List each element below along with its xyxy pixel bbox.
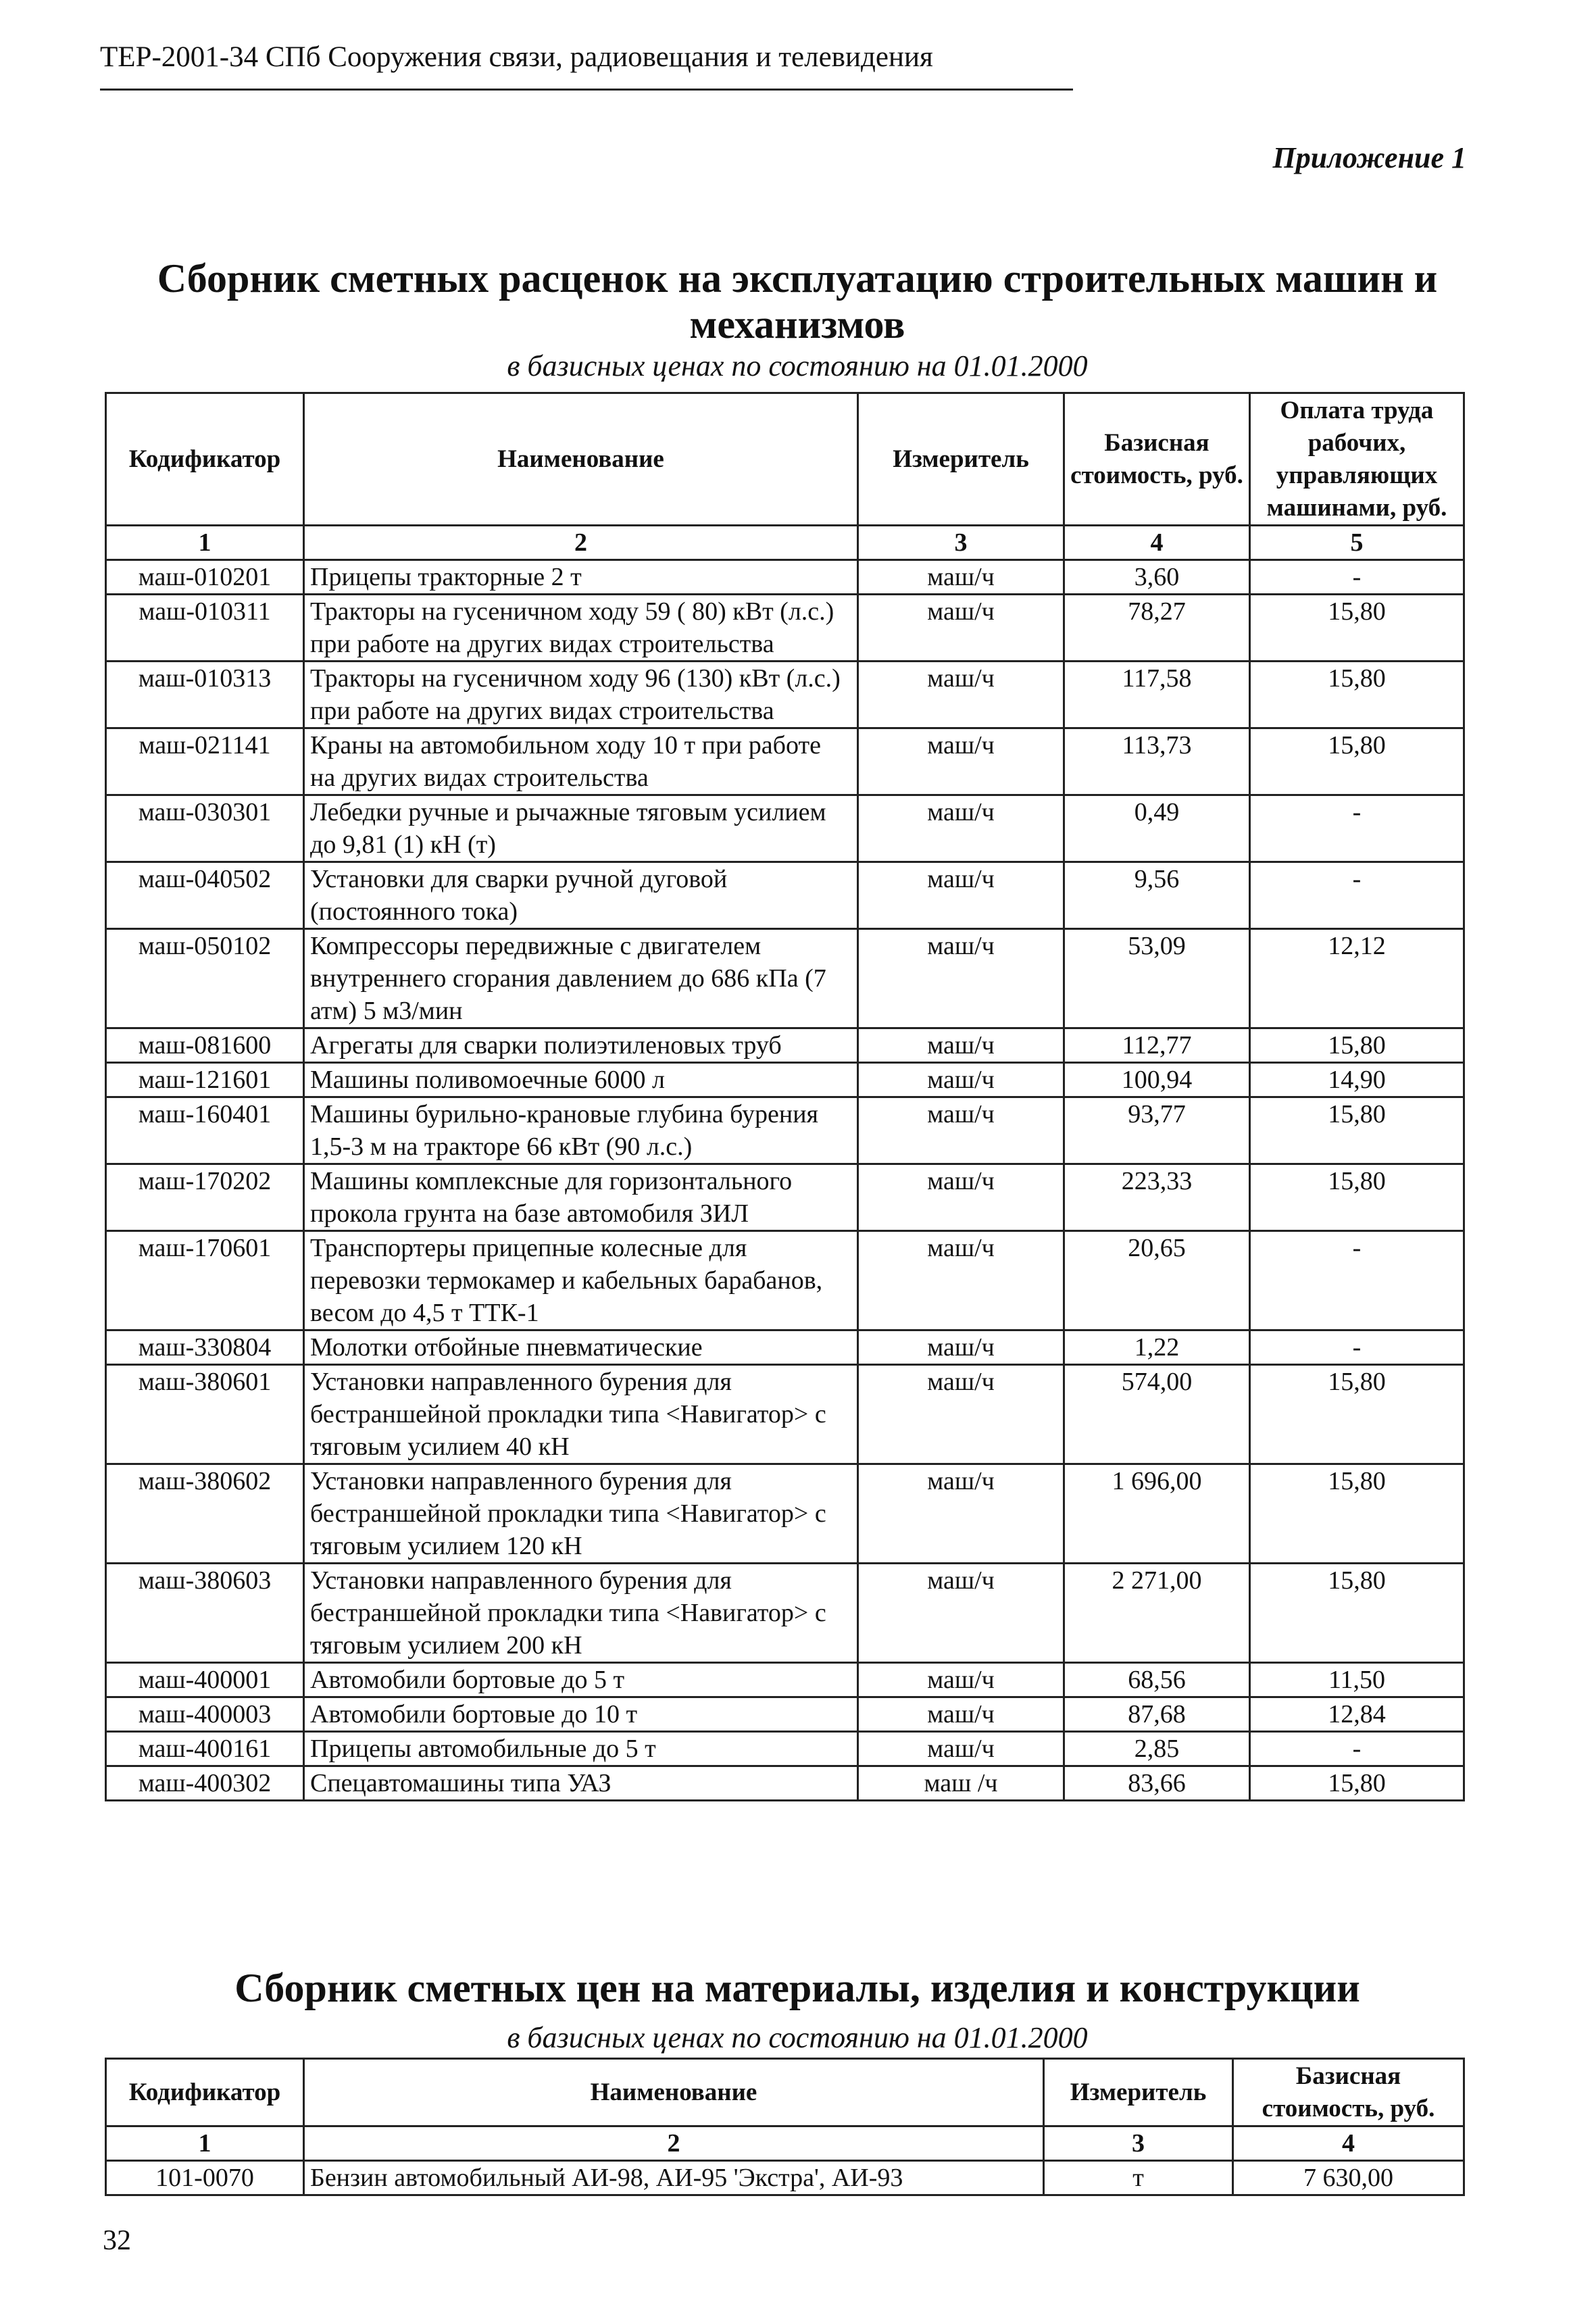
cell-price: 112,77 bbox=[1064, 1028, 1250, 1063]
col-header-name: Наименование bbox=[304, 393, 858, 526]
cell-pay: - bbox=[1250, 1330, 1464, 1365]
col-header-unit: Измеритель bbox=[1044, 2059, 1233, 2126]
cell-pay: 15,80 bbox=[1250, 1564, 1464, 1663]
cell-code: 101-0070 bbox=[106, 2161, 304, 2195]
cell-name: Машины бурильно-крановые глубина бурения 1,5-3 м на тракторе 66 кВт (90 л.с.) bbox=[304, 1097, 858, 1164]
cell-name: Машины поливомоечные 6000 л bbox=[304, 1063, 858, 1097]
table-row bbox=[106, 1097, 1464, 1164]
cell-unit: маш/ч bbox=[858, 1330, 1064, 1365]
table-row bbox=[106, 1231, 1464, 1330]
cell-code: маш-160401 bbox=[106, 1097, 304, 1164]
cell-pay: 15,80 bbox=[1250, 1464, 1464, 1564]
cell-name: Прицепы тракторные 2 т bbox=[304, 560, 858, 595]
cell-price: 78,27 bbox=[1064, 595, 1250, 662]
cell-code: маш-170601 bbox=[106, 1231, 304, 1330]
cell-code: маш-010311 bbox=[106, 595, 304, 662]
cell-price: 117,58 bbox=[1064, 662, 1250, 728]
cell-unit: маш/ч bbox=[858, 1732, 1064, 1766]
materials-table bbox=[105, 2058, 1465, 2196]
cell-price: 1,22 bbox=[1064, 1330, 1250, 1365]
cell-unit: маш/ч bbox=[858, 1028, 1064, 1063]
cell-price: 93,77 bbox=[1064, 1097, 1250, 1164]
table-row bbox=[106, 662, 1464, 728]
cell-name: Транспортеры прицепные колесные для перевозки термокамер и кабельных барабанов, весом до 4,5 т ТТК-1 bbox=[304, 1231, 858, 1330]
col-header-name: Наименование bbox=[304, 2059, 1044, 2126]
cell-name: Молотки отбойные пневматические bbox=[304, 1330, 858, 1365]
cell-name: Компрессоры передвижные с двигателем внутреннего сгорания давлением до 686 кПа (7 атм) 5 м3/мин bbox=[304, 929, 858, 1028]
table-row bbox=[106, 595, 1464, 662]
cell-price: 1 696,00 bbox=[1064, 1464, 1250, 1564]
cell-name: Автомобили бортовые до 10 т bbox=[304, 1697, 858, 1732]
col-header-pay: Оплата труда рабочих, управляющих машинами, руб. bbox=[1250, 393, 1464, 526]
cell-pay: 12,12 bbox=[1250, 929, 1464, 1028]
cell-price: 223,33 bbox=[1064, 1164, 1250, 1231]
cell-pay: 15,80 bbox=[1250, 595, 1464, 662]
cell-pay: - bbox=[1250, 1732, 1464, 1766]
cell-unit: маш/ч bbox=[858, 662, 1064, 728]
cell-pay: - bbox=[1250, 795, 1464, 862]
table-row bbox=[106, 862, 1464, 929]
page-number: 32 bbox=[103, 2225, 131, 2256]
cell-code: маш-330804 bbox=[106, 1330, 304, 1365]
col-number: 1 bbox=[106, 526, 304, 560]
table-row bbox=[106, 929, 1464, 1028]
table-row bbox=[106, 1697, 1464, 1732]
col-number: 3 bbox=[858, 526, 1064, 560]
col-number: 2 bbox=[304, 526, 858, 560]
cell-code: маш-380601 bbox=[106, 1365, 304, 1464]
cell-pay: - bbox=[1250, 862, 1464, 929]
cell-code: маш-380603 bbox=[106, 1564, 304, 1663]
cell-code: маш-021141 bbox=[106, 728, 304, 795]
cell-pay: 15,80 bbox=[1250, 662, 1464, 728]
cell-pay: 15,80 bbox=[1250, 728, 1464, 795]
cell-unit: маш/ч bbox=[858, 1231, 1064, 1330]
cell-name: Спецавтомашины типа УАЗ bbox=[304, 1766, 858, 1801]
cell-name: Прицепы автомобильные до 5 т bbox=[304, 1732, 858, 1766]
cell-code: маш-170202 bbox=[106, 1164, 304, 1231]
col-number: 1 bbox=[106, 2126, 304, 2161]
col-number: 2 bbox=[304, 2126, 1044, 2161]
table-row bbox=[106, 1663, 1464, 1697]
cell-code: маш-081600 bbox=[106, 1028, 304, 1063]
cell-pay: 15,80 bbox=[1250, 1164, 1464, 1231]
table-row bbox=[106, 728, 1464, 795]
col-number: 5 bbox=[1250, 526, 1464, 560]
table-row bbox=[106, 1028, 1464, 1063]
cell-pay: 15,80 bbox=[1250, 1097, 1464, 1164]
cell-pay: 12,84 bbox=[1250, 1697, 1464, 1732]
cell-price: 2 271,00 bbox=[1064, 1564, 1250, 1663]
cell-name: Установки направленного бурения для бестраншейной прокладки типа <Навигатор> с тяговым усилием 200 кН bbox=[304, 1564, 858, 1663]
section1-title: Сборник сметных расценок на эксплуатацию строительных машин и механизмов bbox=[157, 256, 1438, 347]
col-header-unit: Измеритель bbox=[858, 393, 1064, 526]
cell-unit: маш/ч bbox=[858, 795, 1064, 862]
cell-price: 100,94 bbox=[1064, 1063, 1250, 1097]
cell-price: 574,00 bbox=[1064, 1365, 1250, 1464]
cell-code: маш-400001 bbox=[106, 1663, 304, 1697]
machines-table bbox=[105, 392, 1465, 1801]
cell-name: Агрегаты для сварки полиэтиленовых труб bbox=[304, 1028, 858, 1063]
cell-price: 68,56 bbox=[1064, 1663, 1250, 1697]
cell-unit: т bbox=[1044, 2161, 1233, 2195]
cell-price: 20,65 bbox=[1064, 1231, 1250, 1330]
col-header-price: Базисная стоимость, руб. bbox=[1233, 2059, 1464, 2126]
cell-unit: маш/ч bbox=[858, 1097, 1064, 1164]
cell-name: Тракторы на гусеничном ходу 59 ( 80) кВт (л.с.) при работе на других видах строительства bbox=[304, 595, 858, 662]
cell-code: маш-400161 bbox=[106, 1732, 304, 1766]
cell-unit: маш/ч bbox=[858, 1365, 1064, 1464]
col-number: 4 bbox=[1233, 2126, 1464, 2161]
table-row bbox=[106, 1365, 1464, 1464]
cell-name: Краны на автомобильном ходу 10 т при работе на других видах строительства bbox=[304, 728, 858, 795]
col-number: 3 bbox=[1044, 2126, 1233, 2161]
cell-pay: - bbox=[1250, 560, 1464, 595]
cell-unit: маш/ч bbox=[858, 862, 1064, 929]
cell-code: маш-050102 bbox=[106, 929, 304, 1028]
section2-subtitle: в базисных ценах по состоянию на 01.01.2000 bbox=[507, 2021, 1088, 2054]
cell-name: Установки направленного бурения для бестраншейной прокладки типа <Навигатор> с тяговым усилием 40 кН bbox=[304, 1365, 858, 1464]
section2-title: Сборник сметных цен на материалы, изделия и конструкции bbox=[234, 1966, 1360, 2010]
cell-code: маш-400003 bbox=[106, 1697, 304, 1732]
col-number: 4 bbox=[1064, 526, 1250, 560]
cell-code: маш-040502 bbox=[106, 862, 304, 929]
table-row bbox=[106, 1330, 1464, 1365]
appendix-label: Приложение 1 bbox=[1272, 141, 1466, 174]
cell-price: 7 630,00 bbox=[1233, 2161, 1464, 2195]
table-row bbox=[106, 560, 1464, 595]
cell-name: Автомобили бортовые до 5 т bbox=[304, 1663, 858, 1697]
cell-pay: 15,80 bbox=[1250, 1766, 1464, 1801]
table-row bbox=[106, 2161, 1464, 2195]
table-row bbox=[106, 795, 1464, 862]
cell-price: 113,73 bbox=[1064, 728, 1250, 795]
cell-unit: маш /ч bbox=[858, 1766, 1064, 1801]
cell-unit: маш/ч bbox=[858, 929, 1064, 1028]
cell-unit: маш/ч bbox=[858, 1697, 1064, 1732]
cell-code: маш-010201 bbox=[106, 560, 304, 595]
cell-unit: маш/ч bbox=[858, 1464, 1064, 1564]
cell-unit: маш/ч bbox=[858, 1564, 1064, 1663]
table-row bbox=[106, 1063, 1464, 1097]
cell-price: 9,56 bbox=[1064, 862, 1250, 929]
col-header-code: Кодификатор bbox=[106, 393, 304, 526]
col-header-code: Кодификатор bbox=[106, 2059, 304, 2126]
col-header-price: Базисная стоимость, руб. bbox=[1064, 393, 1250, 526]
running-header: ТЕР-2001-34 СПб Сооружения связи, радиовещания и телевидения bbox=[100, 41, 1073, 91]
cell-unit: маш/ч bbox=[858, 728, 1064, 795]
cell-pay: - bbox=[1250, 1231, 1464, 1330]
cell-price: 3,60 bbox=[1064, 560, 1250, 595]
cell-unit: маш/ч bbox=[858, 1663, 1064, 1697]
cell-price: 0,49 bbox=[1064, 795, 1250, 862]
cell-unit: маш/ч bbox=[858, 560, 1064, 595]
cell-price: 83,66 bbox=[1064, 1766, 1250, 1801]
section1-subtitle: в базисных ценах по состоянию на 01.01.2000 bbox=[507, 349, 1088, 382]
cell-pay: 15,80 bbox=[1250, 1028, 1464, 1063]
cell-price: 2,85 bbox=[1064, 1732, 1250, 1766]
cell-pay: 15,80 bbox=[1250, 1365, 1464, 1464]
table-row bbox=[106, 1766, 1464, 1801]
cell-name: Тракторы на гусеничном ходу 96 (130) кВт (л.с.) при работе на других видах строительства bbox=[304, 662, 858, 728]
cell-pay: 14,90 bbox=[1250, 1063, 1464, 1097]
cell-price: 87,68 bbox=[1064, 1697, 1250, 1732]
cell-code: маш-121601 bbox=[106, 1063, 304, 1097]
cell-unit: маш/ч bbox=[858, 1164, 1064, 1231]
cell-name: Лебедки ручные и рычажные тяговым усилием до 9,81 (1) кН (т) bbox=[304, 795, 858, 862]
cell-name: Установки направленного бурения для бестраншейной прокладки типа <Навигатор> с тяговым усилием 120 кН bbox=[304, 1464, 858, 1564]
cell-price: 53,09 bbox=[1064, 929, 1250, 1028]
table-row bbox=[106, 1732, 1464, 1766]
cell-name: Установки для сварки ручной дуговой (постоянного тока) bbox=[304, 862, 858, 929]
cell-code: маш-400302 bbox=[106, 1766, 304, 1801]
table-row bbox=[106, 1464, 1464, 1564]
cell-code: маш-010313 bbox=[106, 662, 304, 728]
cell-name: Бензин автомобильный АИ-98, АИ-95 'Экстра', АИ-93 bbox=[304, 2161, 1044, 2195]
table-row bbox=[106, 1164, 1464, 1231]
cell-unit: маш/ч bbox=[858, 595, 1064, 662]
cell-name: Машины комплексные для горизонтального прокола грунта на базе автомобиля ЗИЛ bbox=[304, 1164, 858, 1231]
cell-pay: 11,50 bbox=[1250, 1663, 1464, 1697]
cell-code: маш-030301 bbox=[106, 795, 304, 862]
table-row bbox=[106, 1564, 1464, 1663]
cell-code: маш-380602 bbox=[106, 1464, 304, 1564]
cell-unit: маш/ч bbox=[858, 1063, 1064, 1097]
